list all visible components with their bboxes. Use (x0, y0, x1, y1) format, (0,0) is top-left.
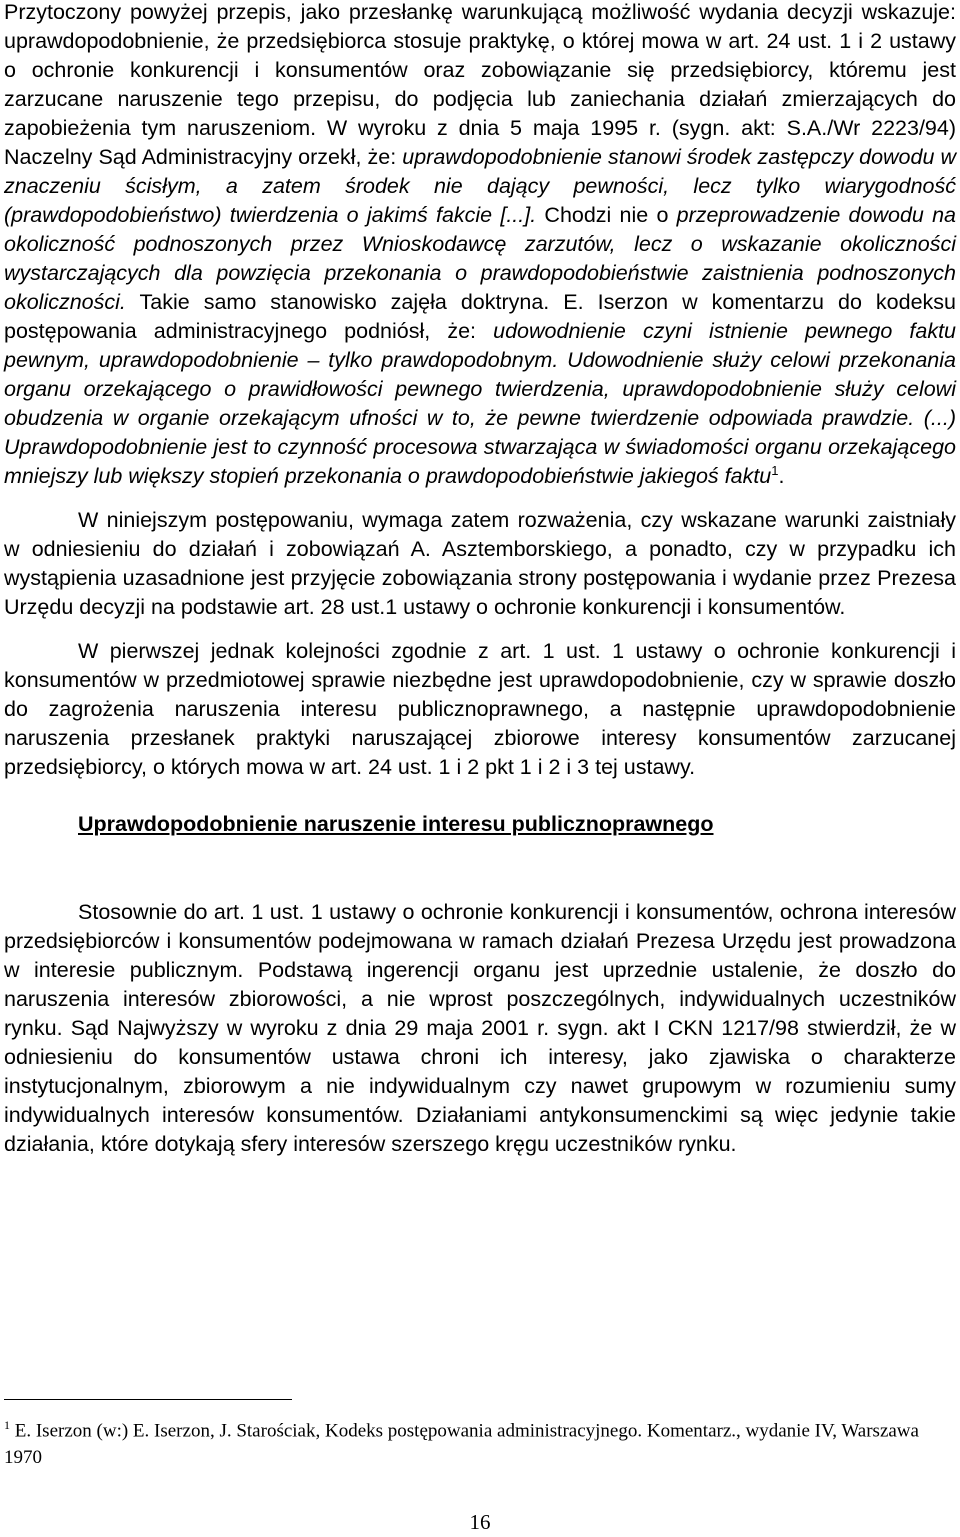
paragraph-1-text-e: Takie samo stanowisko zajęła doktryna. E. Iserzon w komentarzu do kodeksu postępowania administracyjnego podniósł, że: (4, 290, 956, 343)
paragraph-1-text-a: Przytoczony powyżej przepis, jako przesłankę warunkującą możliwość wydania decyzji wskazuje: uprawdopodobnienie, że przedsiębiorca stosuje praktykę, o której mowa w art. 24 ust. 1 i 2 ustawy o ochronie konkurencji i konsumentów oraz zobowiązanie się przedsiębiorcy, któremu jest zarzucane naruszenie tego przepisu, do podjęcia lub zaniechania działań zmierzających do zapobieżenia tym naruszeniom. W wyroku z dnia 5 maja 1995 r. (sygn. akt: S.A./Wr 2223/94) Naczelny Sąd Administracyjny orzekł, że: (4, 0, 956, 169)
paragraph-1-text-g: . (778, 464, 785, 488)
paragraph-3: W pierwszej jednak kolejności zgodnie z art. 1 ust. 1 ustawy o ochronie konkurencji i konsumentów w przedmiotowej sprawie niezbędne jest uprawdopodobnienie, czy w sprawie doszło do zagrożenia naruszenia interesu publicznoprawnego, a następnie uprawdopodobnienie naruszenia przesłanek praktyki naruszającej zbiorowe interesy konsumentów zarzucanej przedsiębiorcy, o których mowa w art. 24 ust. 1 i 2 pkt 1 i 2 i 3 tej ustawy. (4, 639, 956, 779)
paragraph-1-text-c: Chodzi nie o (536, 203, 677, 227)
quote-iserzon: udowodnienie czyni istnienie pewnego faktu pewnym, uprawdopodobnienie – tylko prawdopodobnym. Udowodnienie służy celowi przekonania organu orzekającego o prawidłowości pewnego twierdzenia, uprawdopodobnienie służy celowi obudzenia w organie orzekającym ufności w to, że pewne twierdzenie odpowiada prawdzie. (...) Uprawdopodobnienie jest to czynność procesowa stwarzająca w świadomości organu orzekającego mniejszy lub większy stopień przekonania o prawdopodobieństwie jakiegoś faktu (4, 319, 957, 488)
paragraph-1 (4, 0, 956, 491)
footnote-text: E. Iserzon (w:) E. Iserzon, J. Starościak, Kodeks postępowania administracyjnego. Komentarz., wydanie IV, Warszawa 1970 (4, 1420, 919, 1469)
paragraph-4: Stosownie do art. 1 ust. 1 ustawy o ochronie konkurencji i konsumentów, ochrona interesów przedsiębiorców i konsumentów podejmowana w ramach działań Prezesa Urzędu jest prowadzona w interesie publicznym. Podstawą ingerencji organu jest uprzednie ustalenie, że doszło do naruszenia interesów zbiorowości, a nie wprost poszczególnych, indywidualnych uczestników rynku. Sąd Najwyższy w wyroku z dnia 29 maja 2001 r. sygn. akt I CKN 1217/98 stwierdził, że w odniesieniu do konsumentów ustawa chroni ich interesy, jako zjawiska o charakterze instytucjonalnym, zbiorowym a nie indywidualnym czy nawet grupowym w rozumieniu sumy indywidualnych interesów konsumentów. Działaniami antykonsumenckimi są więc jedynie takie działania, które dotykają sfery interesów szerszego kręgu uczestników rynku. (4, 900, 956, 1156)
quote-nsa-1: uprawdopodobnienie stanowi środek zastępczy dowodu w znaczeniu ścisłym, a zatem środek nie dający pewności, lecz tylko wiarygodność (prawdopodobieństwo) twierdzenia o jakimś fakcie [...]. (4, 145, 956, 227)
section-heading: Uprawdopodobnienie naruszenie interesu publicznoprawnego (78, 812, 714, 836)
page-number: 16 (469, 1510, 491, 1534)
paragraph-2: W niniejszym postępowaniu, wymaga zatem rozważenia, czy wskazane warunki zaistniały w odniesieniu do działań i zobowiązań A. Asztemborskiego, a ponadto, czy w przypadku ich wystąpienia uzasadnione jest przyjęcie zobowiązania strony postępowania i wydanie przez Prezesa Urzędu decyzji na podstawie art. 28 ust.1 ustawy o ochronie konkurencji i konsumentów. (4, 508, 956, 619)
footnote-marker: 1 (4, 1418, 10, 1432)
quote-nsa-2: przeprowadzenie dowodu na okoliczność podnoszonych przez Wnioskodawcę zarzutów, lecz o wskazanie okoliczności wystarczających dla powzięcia przekonania o prawdopodobieństwie zaistnienia podnoszonych okoliczności. (4, 203, 956, 314)
document-body (4, 0, 956, 1159)
footnote-separator (4, 1399, 292, 1400)
footnote (4, 1412, 954, 1471)
footnote-reference[interactable]: 1 (771, 462, 779, 478)
